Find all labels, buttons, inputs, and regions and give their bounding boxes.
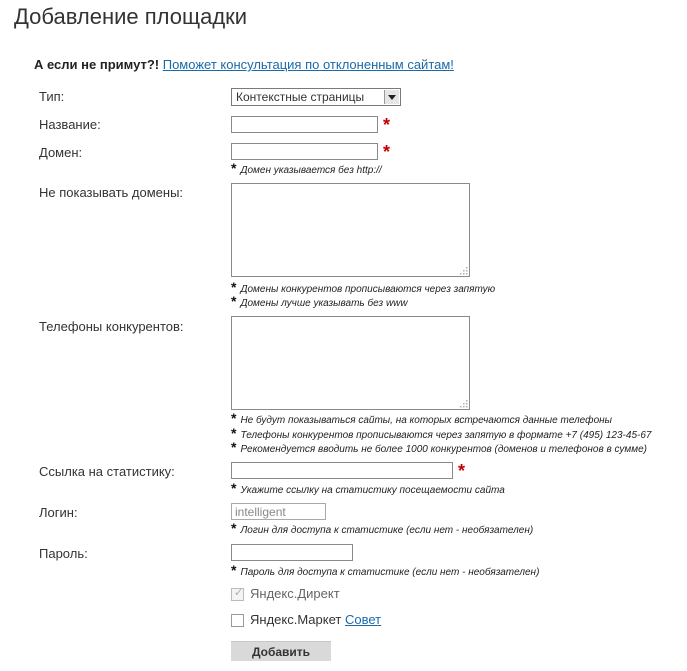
hint-line: * Пароль для доступа к статистике (если нет - необязателен)	[231, 562, 540, 578]
resize-grip-icon[interactable]	[458, 265, 468, 275]
yandex-market-checkbox[interactable]	[231, 614, 244, 627]
advice-link[interactable]: Совет	[344, 612, 382, 627]
stats-link-label: Ссылка на статистику:	[39, 464, 175, 479]
exclude-domains-textarea[interactable]	[231, 183, 470, 277]
type-select[interactable]	[231, 88, 401, 106]
domain-label: Домен:	[39, 145, 83, 160]
login-input[interactable]	[231, 503, 326, 520]
required-asterisk-icon: *	[383, 115, 391, 135]
hint-asterisk-icon: *	[231, 293, 237, 309]
notice-bold: А если не примут?!	[34, 57, 160, 72]
required-asterisk-icon: *	[383, 142, 391, 162]
name-input[interactable]	[231, 116, 378, 133]
hint-line: * Домены лучше указывать без www	[231, 293, 408, 309]
name-label: Название:	[39, 117, 101, 132]
hint-line: * Логин для доступа к статистике (если нет - необязателен)	[231, 520, 534, 536]
required-asterisk-icon: *	[458, 461, 466, 481]
rejection-notice	[34, 57, 454, 72]
type-label: Тип:	[39, 89, 65, 104]
password-input[interactable]	[231, 544, 353, 561]
hint-asterisk-icon: *	[231, 279, 237, 295]
type-select-value: Контекстные страницы	[236, 90, 365, 104]
hint-line: * Телефоны конкурентов прописываются через запятую в формате +7 (495) 123-45-67	[231, 425, 652, 441]
hint-asterisk-icon: *	[231, 439, 237, 455]
password-label: Пароль:	[39, 546, 88, 561]
hint-asterisk-icon: *	[231, 480, 237, 496]
hint-asterisk-icon: *	[231, 410, 237, 426]
page-title: Добавление площадки	[14, 4, 248, 29]
hint-asterisk-icon: *	[231, 425, 237, 441]
competitor-phones-textarea[interactable]	[231, 316, 470, 410]
hint-asterisk-icon: *	[231, 562, 237, 578]
hint-asterisk-icon: *	[231, 520, 237, 536]
yandex-direct-label: Яндекс.Директ	[250, 586, 340, 601]
hint-line: * Укажите ссылку на статистику посещаемости сайта	[231, 480, 505, 496]
competitor-phones-label: Телефоны конкурентов:	[39, 319, 184, 334]
hint-line: * Рекомендуется вводить не более 1000 конкурентов (доменов и телефонов в сумме)	[231, 439, 647, 455]
yandex-market-label: Яндекс.Маркет	[250, 612, 342, 627]
add-button[interactable]: Добавить	[231, 641, 331, 661]
hint-asterisk-icon: *	[231, 160, 237, 176]
checkmark-icon: ✓	[234, 587, 244, 599]
consultation-link[interactable]: Поможет консультация по отклоненным сайтам!	[162, 57, 454, 72]
resize-grip-icon[interactable]	[458, 398, 468, 408]
chevron-down-icon[interactable]	[384, 90, 399, 104]
login-label: Логин:	[39, 505, 78, 520]
hint-line: * Не будут показываться сайты, на которых встречаются данные телефоны	[231, 410, 613, 426]
yandex-market-label-group	[250, 612, 381, 627]
yandex-direct-checkbox[interactable]	[231, 588, 244, 601]
stats-link-input[interactable]	[231, 462, 453, 479]
exclude-domains-label: Не показывать домены:	[39, 185, 184, 200]
domain-input[interactable]	[231, 143, 378, 160]
hint-line: * Домены конкурентов прописываются через запятую	[231, 279, 496, 295]
hint-line: * Домен указывается без http://	[231, 160, 382, 176]
